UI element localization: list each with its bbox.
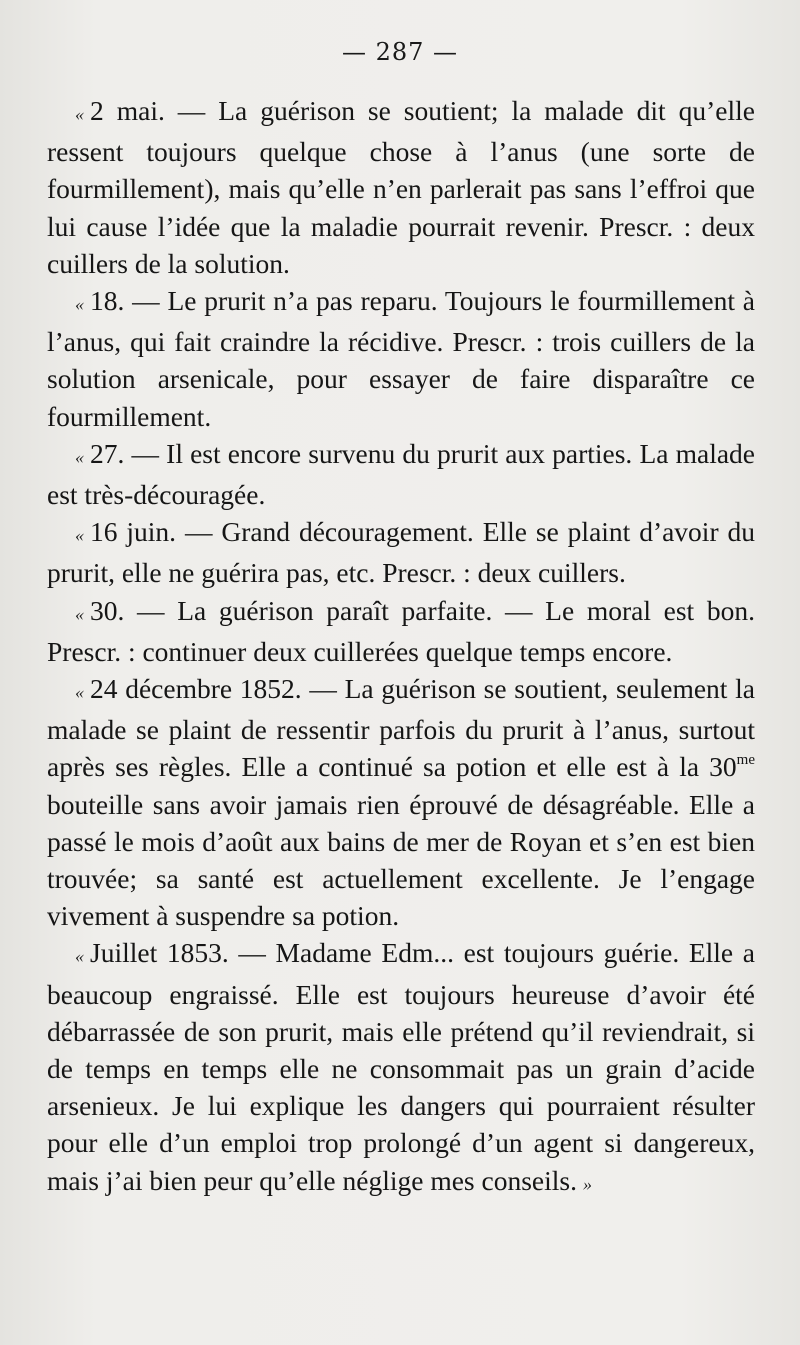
close-quote: » <box>582 1173 592 1194</box>
entry-paragraph <box>47 513 755 591</box>
entry-paragraph <box>47 435 755 513</box>
open-quote: « <box>75 104 84 124</box>
open-quote: « <box>75 525 84 546</box>
entry-text-continued: bouteille sans avoir jamais rien éprouvé de désagréable. Elle a passé le mois d’août aux bains de mer de Royan et s’en est bien trouvée; sa santé est actuellement excellente. Je l’engage vivement à suspendre sa potion. <box>47 788 755 932</box>
ordinal-superscript: me <box>736 752 755 769</box>
open-quote: « <box>75 446 84 467</box>
entry-text: 24 décembre 1852. — La guérison se soutient, seulement la malade se plaint de ressentir parfois du prurit à l’anus, surtout après ses règles. Elle a continué sa potion et elle est à la 30 <box>47 673 755 783</box>
entry-paragraph <box>47 592 755 670</box>
entry-text: 27. — Il est encore survenu du prurit aux parties. La malade est très-découragée. <box>47 437 755 511</box>
entry-text: 16 juin. — Grand découragement. Elle se plaint d’avoir du prurit, elle ne guérira pas, etc. Prescr. : deux cuillers. <box>47 516 755 589</box>
entry-text: 18. — Le prurit n’a pas reparu. Toujours le fourmillement à l’anus, qui fait craindre la récidive. Prescr. : trois cuillers de la solution arsenicale, pour essayer de faire disparaître ce fourmillement. <box>47 285 755 432</box>
open-quote: « <box>75 946 84 967</box>
open-quote: « <box>75 603 84 624</box>
entry-text: 2 mai. — La guérison se soutient; la malade dit qu’elle ressent toujours quelque chose à l’anus (une sorte de fourmillement), mais qu’elle n’en parlerait pas sans l’effroi que lui cause l’idée que la maladie pourrait revenir. Prescr. : deux cuillers de la solution. <box>47 95 755 279</box>
entry-text: 30. — La guérison paraît parfaite. — Le moral est bon. Prescr. : continuer deux cuillerées quelque temps encore. <box>47 594 755 667</box>
entry-paragraph <box>47 282 755 435</box>
page-number: — 287 — <box>341 38 459 66</box>
open-quote: « <box>75 682 84 703</box>
open-quote: « <box>75 294 84 315</box>
entry-paragraph <box>47 934 755 1202</box>
entry-text: Juillet 1853. — Madame Edm... est toujours guérie. Elle a beaucoup engraissé. Elle est toujours heureuse d’avoir été débarrassée de son prurit, mais elle prétend qu’il reviendrait, si de temps en temps elle ne consommait pas un grain d’acide arsenieux. Je lui explique les dangers qui pourraient résulter pour elle d’un emploi trop prolongé d’un agent si dangereux, mais j’ai bien peur qu’elle néglige mes conseils. <box>47 937 755 1196</box>
entry-paragraph <box>47 670 755 934</box>
page-body <box>47 92 755 1203</box>
entry-paragraph <box>47 92 755 282</box>
